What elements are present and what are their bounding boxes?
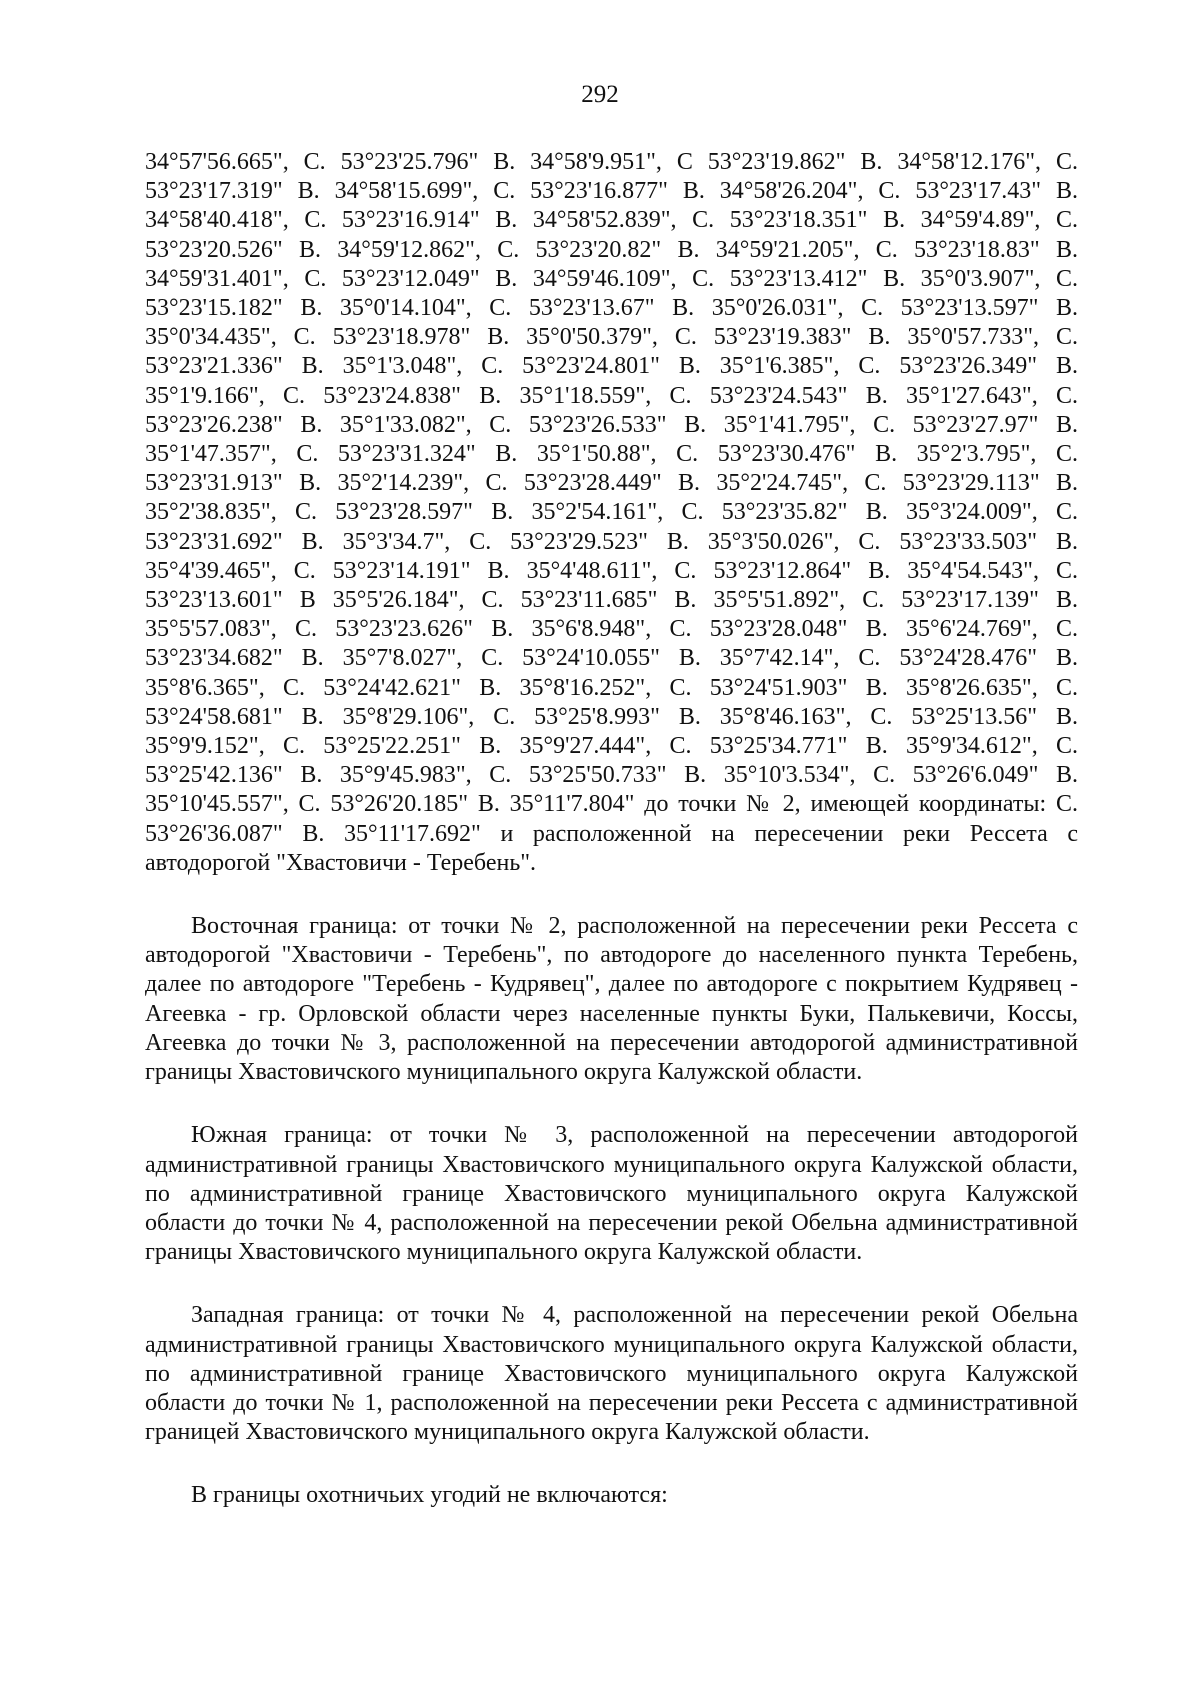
page-number: 292 [581, 81, 619, 108]
eastern-border-paragraph: Восточная граница: от точки № 2, расположенной на пересечении реки Рессета с автодорогой "Хвастовичи - Теребень", по автодороге до населенного пункта Теребень, далее по автодороге "Теребень - Кудрявец", далее по автодороге с покрытием Кудрявец - Агеевка - гр. Орловской области через населенные пункты Буки, Палькевичи, Коссы, Агеевка до точки № 3, расположенной на пересечении автодорогой административной границы Хвастовичского муниципального округа Калужской области. [145, 913, 1078, 1086]
western-border-paragraph: Западная граница: от точки № 4, расположенной на пересечении рекой Обельна административной границы Хвастовичского муниципального округа Калужской области, по административной границе Хвастовичского муниципального округа Калужской области до точки № 1, расположенной на пересечении реки Рессета с административной границей Хвастовичского муниципального округа Калужской области. [145, 1302, 1078, 1446]
coordinates-paragraph: 34°57'56.665", С. 53°23'25.796" В. 34°58'9.951", С 53°23'19.862" В. 34°58'12.176", С. 53°23'17.319" В. 34°58'15.699", С. 53°23'16.877" В. 34°58'26.204", С. 53°23'17.43" В. 34°58'40.418", С. 53°23'16.914" В. 34°58'52.839", С. 53°23'18.351" В. 34°59'4.89", С. 53°23'20.526" В. 34°59'12.862", С. 53°23'20.82" В. 34°59'21.205", С. 53°23'18.83" В. 34°59'31.401", С. 53°23'12.049" В. 34°59'46.109", С. 53°23'13.412" В. 35°0'3.907", С. 53°23'15.182" В. 35°0'14.104", С. 53°23'13.67" В. 35°0'26.031", С. 53°23'13.597" В. 35°0'34.435", С. 53°23'18.978" В. 35°0'50.379", С. 53°23'19.383" В. 35°0'57.733", С. 53°23'21.336" В. 35°1'3.048", С. 53°23'24.801" В. 35°1'6.385", С. 53°23'26.349" В. 35°1'9.166", С. 53°23'24.838" В. 35°1'18.559", С. 53°23'24.543" В. 35°1'27.643", С. 53°23'26.238" В. 35°1'33.082", С. 53°23'26.533" В. 35°1'41.795", С. 53°23'27.97" В. 35°1'47.357", С. 53°23'31.324" В. 35°1'50.88", С. 53°23'30.476" В. 35°2'3.795", С. 53°23'31.913" В. 35°2'14.239", С. 53°23'28.449" В. 35°2'24.745", С. 53°23'29.113" В. 35°2'38.835", С. 53°23'28.597" В. 35°2'54.161", С. 53°23'35.82" В. 35°3'24.009", С. 53°23'31.692" В. 35°3'34.7", С. 53°23'29.523" В. 35°3'50.026", С. 53°23'33.503" В. 35°4'39.465", С. 53°23'14.191" В. 35°4'48.611", С. 53°23'12.864" В. 35°4'54.543", С. 53°23'13.601" В 35°5'26.184", С. 53°23'11.685" В. 35°5'51.892", С. 53°23'17.139" В. 35°5'57.083", С. 53°23'23.626" В. 35°6'8.948", С. 53°23'28.048" В. 35°6'24.769", С. 53°23'34.682" В. 35°7'8.027", С. 53°24'10.055" В. 35°7'42.14", С. 53°24'28.476" В. 35°8'6.365", С. 53°24'42.621" В. 35°8'16.252", С. 53°24'51.903" В. 35°8'26.635", С. 53°24'58.681" В. 35°8'29.106", С. 53°25'8.993" В. 35°8'46.163", С. 53°25'13.56" В. 35°9'9.152", С. 53°25'22.251" В. 35°9'27.444", С. 53°25'34.771" В. 35°9'34.612", С. 53°25'42.136" В. 35°9'45.983", С. 53°25'50.733" В. 35°10'3.534", С. 53°26'6.049" В. 35°10'45.557", С. 53°26'20.185" В. 35°11'7.804" до точки № 2, имеющей координаты: С. 53°26'36.087" В. 35°11'17.692" и расположенной на пересечении реки Рессета с автодорогой "Хвастовичи - Теребень". [145, 149, 1078, 876]
exclusions-heading: В границы охотничьих угодий не включаются: [191, 1482, 668, 1509]
document-body [145, 148, 1078, 1511]
southern-border-paragraph: Южная граница: от точки № 3, расположенной на пересечении автодорогой административной границы Хвастовичского муниципального округа Калужской области, по административной границе Хвастовичского муниципального округа Калужской области до точки № 4, расположенной на пересечении рекой Обельна административной границы Хвастовичского муниципального округа Калужской области. [145, 1122, 1078, 1266]
